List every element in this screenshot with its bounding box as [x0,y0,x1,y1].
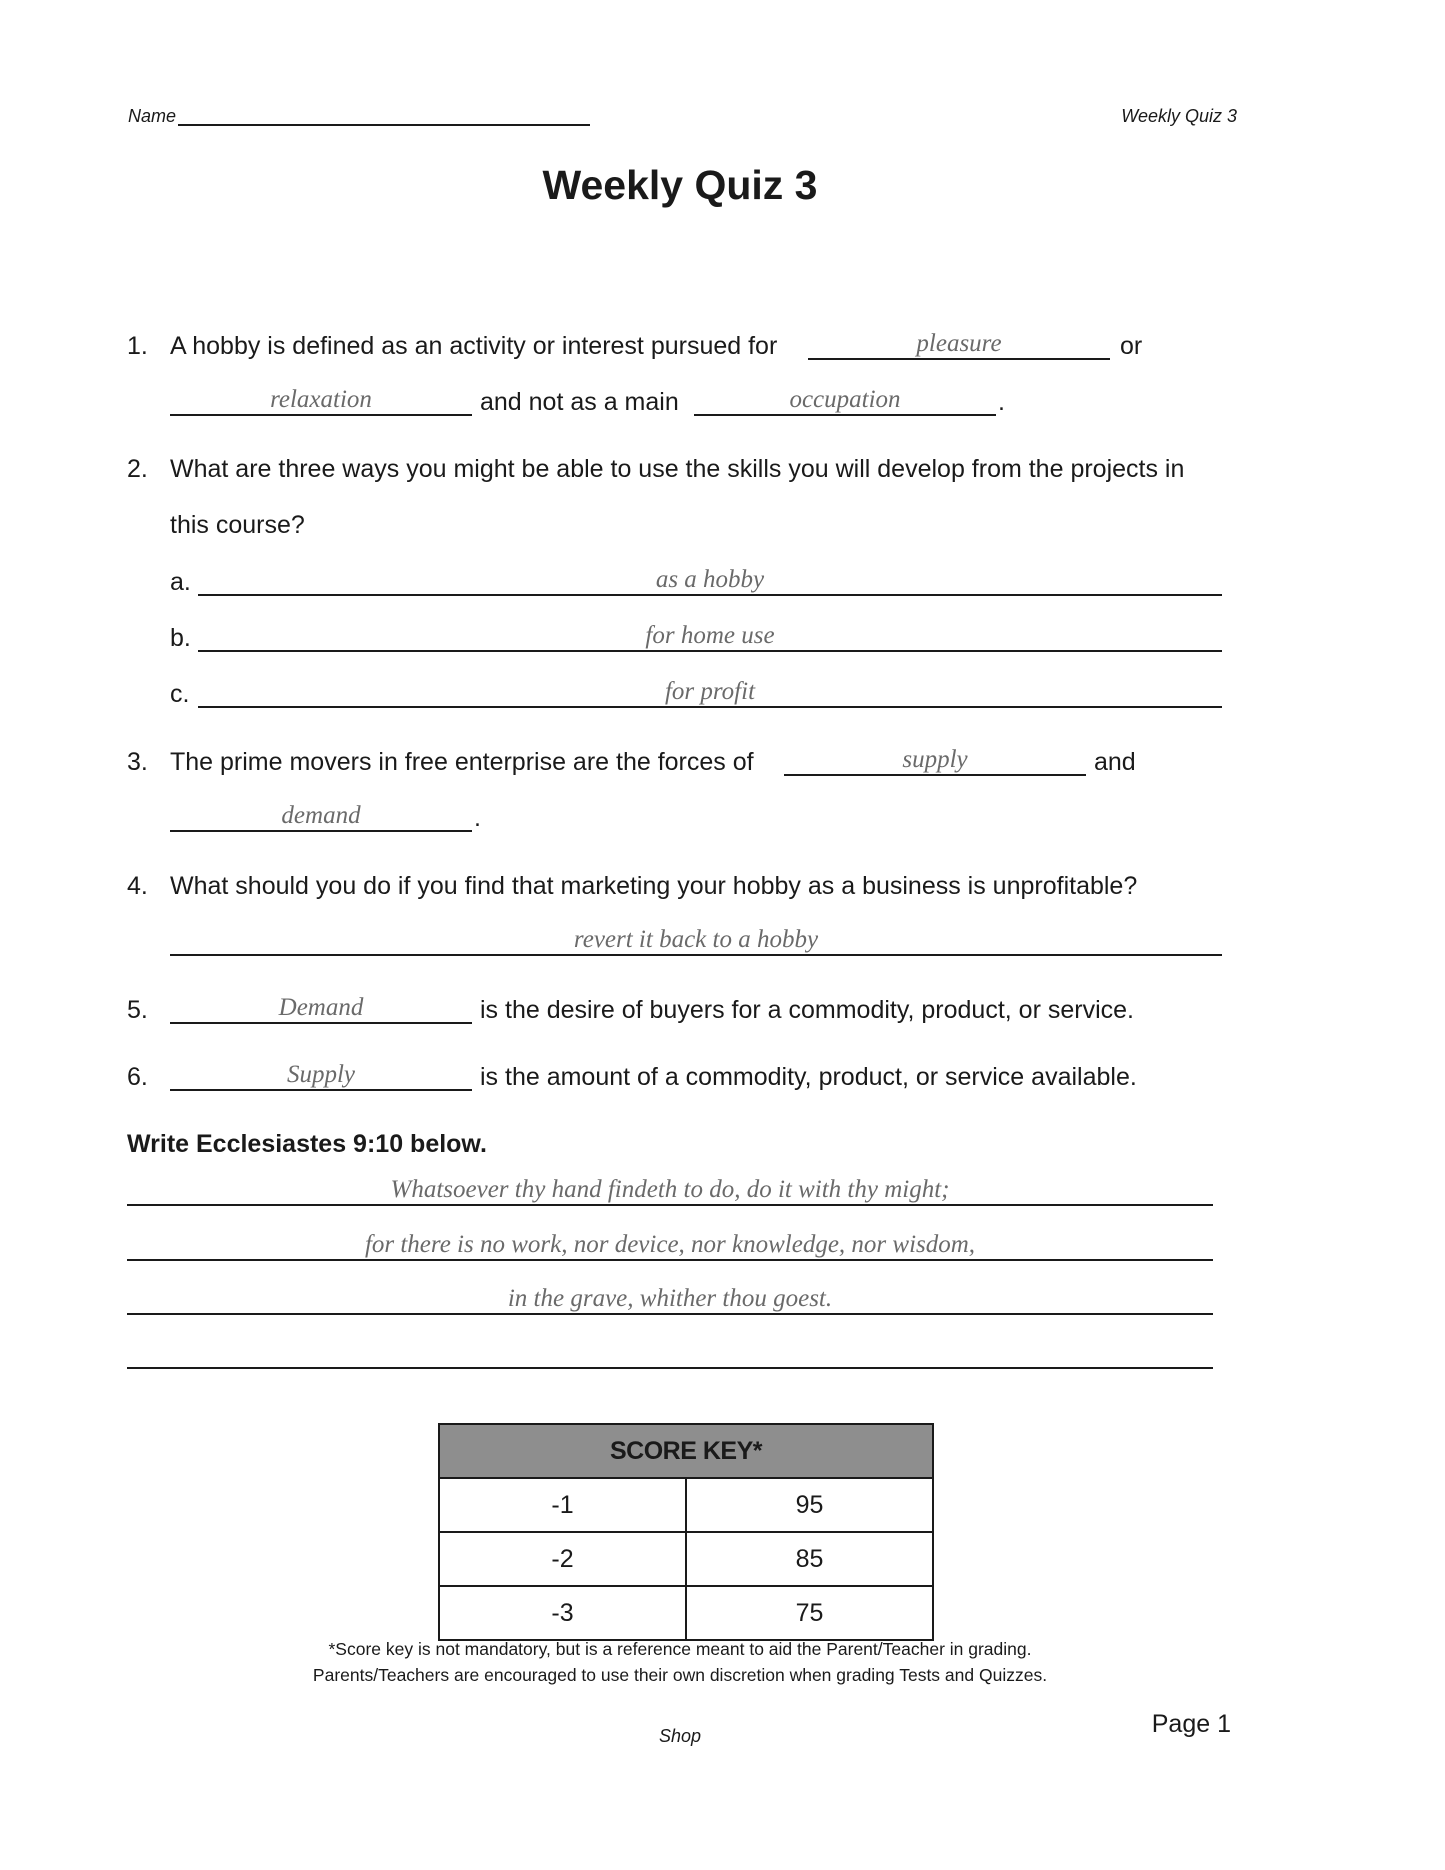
q6-text: is the amount of a commodity, product, or service available. [480,1063,1137,1091]
q2-item-b-blank[interactable] [198,622,1222,652]
q1-text-d: . [998,388,1005,416]
q3-blank-2[interactable] [170,802,472,832]
q3-text-a: The prime movers in free enterprise are the forces of [170,748,754,776]
scripture-line-1[interactable] [127,1176,1213,1206]
name-field[interactable] [178,98,590,126]
q2-item-a-answer: as a hobby [655,566,765,593]
scripture-line-2-text: for there is no work, nor device, nor knowledge, nor wisdom, [364,1231,976,1258]
score-key-table [438,1423,934,1641]
q1-answer-3: occupation [789,386,901,413]
score-key-note-line-2: Parents/Teachers are encouraged to use their own discretion when grading Tests and Quizzes. [312,1665,1048,1685]
q2-item-c-label: c. [170,680,190,708]
q1-number: 1. [127,332,148,360]
scripture-line-1-text: Whatsoever thy hand findeth to do, do it with thy might; [390,1176,950,1203]
q4-answer: revert it back to a hobby [573,926,819,953]
q1-answer-1: pleasure [916,330,1002,357]
name-label-text: Name [128,106,177,126]
footer-page-number: Page 1 [1151,1710,1231,1738]
footer-course: Shop [658,1726,702,1746]
q2-item-b-answer: for home use [645,622,775,649]
score-key-score: 95 [686,1478,933,1532]
score-key-missed: -1 [439,1478,686,1532]
name-label [128,106,176,127]
score-key-heading: SCORE KEY* [439,1424,933,1478]
q2-item-a-label: a. [170,568,191,596]
score-key-row [439,1478,933,1532]
q2-number: 2. [127,455,148,483]
q2-item-b-label: b. [170,624,191,652]
q6-blank[interactable] [170,1061,472,1091]
score-key-header-row [439,1424,933,1478]
q1-blank-1[interactable] [808,330,1110,360]
page-title: Weekly Quiz 3 [542,162,818,208]
q3-answer-2: demand [281,802,361,829]
q3-text-c: . [474,804,481,832]
q1-blank-2[interactable] [170,386,472,416]
q1-answer-2: relaxation [270,386,372,413]
q5-blank[interactable] [170,994,472,1024]
q3-blank-1[interactable] [784,746,1086,776]
q1-blank-3[interactable] [694,386,996,416]
score-key-score: 75 [686,1586,933,1640]
q1-text-a: A hobby is defined as an activity or interest pursued for [170,332,778,360]
q5-text: is the desire of buyers for a commodity, product, or service. [480,996,1134,1024]
q6-answer: Supply [286,1061,356,1088]
score-key-row [439,1586,933,1640]
q2-item-c-answer: for profit [664,678,756,705]
q2-item-c-blank[interactable] [198,678,1222,708]
q4-number: 4. [127,872,148,900]
q2-line-2: this course? [170,511,305,539]
q4-text: What should you do if you find that marketing your hobby as a business is unprofitable? [170,872,1138,900]
q3-text-b: and [1094,748,1136,776]
scripture-heading: Write Ecclesiastes 9:10 below. [127,1130,487,1158]
q1-text-b: or [1120,332,1143,360]
scripture-line-3-text: in the grave, whither thou goest. [507,1285,833,1312]
q6-number: 6. [127,1063,148,1091]
q5-number: 5. [127,996,148,1024]
score-key-score: 85 [686,1532,933,1586]
scripture-line-4[interactable] [127,1339,1213,1369]
scripture-line-3[interactable] [127,1285,1213,1315]
q2-line-1: What are three ways you might be able to use the skills you will develop from the projects in [170,455,1185,483]
score-key-row [439,1532,933,1586]
q3-answer-1: supply [902,746,968,773]
score-key-note [0,1636,1360,1688]
score-key-note-line-1: *Score key is not mandatory, but is a reference meant to aid the Parent/Teacher in grading. [328,1639,1032,1659]
q3-number: 3. [127,748,148,776]
header-quiz-label: Weekly Quiz 3 [1121,106,1237,126]
score-key-missed: -3 [439,1586,686,1640]
q5-answer: Demand [278,994,364,1021]
scripture-line-2[interactable] [127,1231,1213,1261]
score-key-missed: -2 [439,1532,686,1586]
q1-text-c: and not as a main [480,388,679,416]
q4-blank[interactable] [170,926,1222,956]
q2-item-a-blank[interactable] [198,566,1222,596]
